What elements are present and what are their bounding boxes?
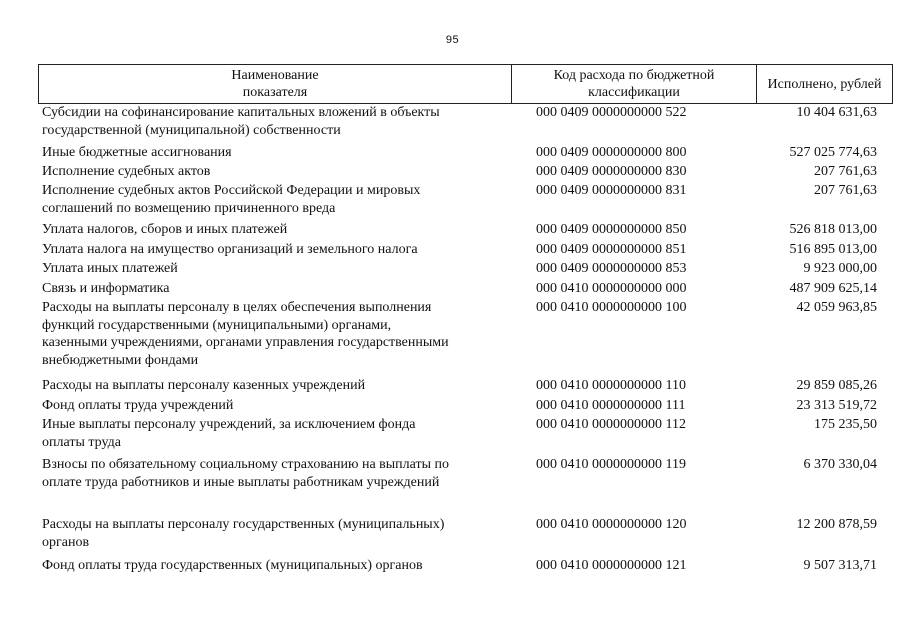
header-executed-line: Исполнено, рублей <box>767 76 882 92</box>
row-code: 000 0410 0000000000 111 <box>536 398 686 413</box>
row-name-line: Субсидии на софинансирование капитальных вложений в объекты <box>42 105 440 120</box>
header-name-line: Наименование <box>231 68 319 83</box>
page-number: 95 <box>445 34 460 46</box>
row-name-line: Расходы на выплаты персоналу в целях обеспечения выполнения <box>42 300 432 315</box>
row-name <box>42 377 512 395</box>
row-code: 000 0410 0000000000 110 <box>536 378 686 393</box>
row-code: 000 0410 0000000000 121 <box>536 558 687 573</box>
row-name-line: органов <box>42 534 90 550</box>
row-amount: 6 370 330,04 <box>803 457 877 472</box>
row-code: 000 0410 0000000000 000 <box>536 281 687 296</box>
row-name-line: Иные выплаты персоналу учреждений, за исключением фонда <box>42 417 416 432</box>
row-amount: 207 761,63 <box>814 164 877 179</box>
row-code: 000 0409 0000000000 831 <box>536 183 687 198</box>
row-name <box>42 516 512 551</box>
row-name-line: Уплата налога на имущество организаций и земельного налога <box>42 242 418 257</box>
row-amount: 9 507 313,71 <box>803 558 877 573</box>
row-name-line: соглашений по возмещению причиненного вреда <box>42 200 336 216</box>
row-amount: 487 909 625,14 <box>789 281 877 296</box>
row-name-line: Фонд оплаты труда государственных (муниципальных) органов <box>42 558 423 573</box>
row-name-line: Расходы на выплаты персоналу казенных учреждений <box>42 378 366 393</box>
row-name <box>42 280 512 298</box>
row-name <box>42 260 512 278</box>
row-name-line: Связь и информатика <box>42 281 170 296</box>
row-name <box>42 416 512 451</box>
row-name-line: Исполнение судебных актов Российской Федерации и мировых <box>42 183 421 198</box>
row-amount: 12 200 878,59 <box>796 517 877 532</box>
row-code: 000 0409 0000000000 522 <box>536 105 687 120</box>
row-name <box>42 241 512 259</box>
row-name <box>42 221 512 239</box>
row-amount: 10 404 631,63 <box>796 105 877 120</box>
row-name <box>42 456 512 491</box>
row-name-line: функций государственными (муниципальными) органами, <box>42 317 392 333</box>
row-code: 000 0410 0000000000 120 <box>536 517 687 532</box>
row-name-line: государственной (муниципальной) собственности <box>42 122 341 138</box>
table-header <box>38 64 893 104</box>
row-name-line: оплате труда работников и иные выплаты работникам учреждений <box>42 474 440 490</box>
row-code: 000 0410 0000000000 119 <box>536 457 686 472</box>
row-name-line: Иные бюджетные ассигнования <box>42 145 232 160</box>
row-code: 000 0410 0000000000 100 <box>536 300 687 315</box>
row-amount: 23 313 519,72 <box>796 398 877 413</box>
row-name-line: Уплата налогов, сборов и иных платежей <box>42 222 288 237</box>
row-name-line: Фонд оплаты труда учреждений <box>42 398 234 413</box>
row-name-line: оплаты труда <box>42 434 121 450</box>
row-name-line: Уплата иных платежей <box>42 261 178 276</box>
header-executed <box>757 65 892 103</box>
row-name-line: Расходы на выплаты персоналу государственных (муниципальных) <box>42 517 445 532</box>
row-name <box>42 144 512 162</box>
row-amount: 527 025 774,63 <box>789 145 877 160</box>
row-name <box>42 299 512 369</box>
header-code-line: классификации <box>588 85 680 100</box>
row-amount: 29 859 085,26 <box>796 378 877 393</box>
row-code: 000 0409 0000000000 830 <box>536 164 687 179</box>
row-code: 000 0409 0000000000 851 <box>536 242 687 257</box>
row-amount: 175 235,50 <box>814 417 877 432</box>
row-name-line: казенными учреждениями, органами управления государственными <box>42 335 449 350</box>
row-amount: 42 059 963,85 <box>796 300 877 315</box>
row-code: 000 0409 0000000000 850 <box>536 222 687 237</box>
row-amount: 516 895 013,00 <box>789 242 877 257</box>
row-name-line: внебюджетными фондами <box>42 352 199 368</box>
row-name <box>42 557 512 575</box>
row-name <box>42 104 512 139</box>
header-code-line: Код расхода по бюджетной <box>553 68 715 83</box>
row-amount: 9 923 000,00 <box>803 261 877 276</box>
header-name <box>39 65 512 103</box>
row-name <box>42 182 512 217</box>
header-name-line: показателя <box>242 85 308 100</box>
row-name <box>42 163 512 181</box>
row-amount: 526 818 013,00 <box>789 222 877 237</box>
row-code: 000 0409 0000000000 800 <box>536 145 687 160</box>
row-code: 000 0409 0000000000 853 <box>536 261 687 276</box>
row-name-line: Исполнение судебных актов <box>42 164 211 179</box>
row-amount: 207 761,63 <box>814 183 877 198</box>
row-code: 000 0410 0000000000 112 <box>536 417 686 432</box>
row-name <box>42 397 512 415</box>
row-name-line: Взносы по обязательному социальному страхованию на выплаты по <box>42 457 450 472</box>
header-code <box>512 65 757 103</box>
